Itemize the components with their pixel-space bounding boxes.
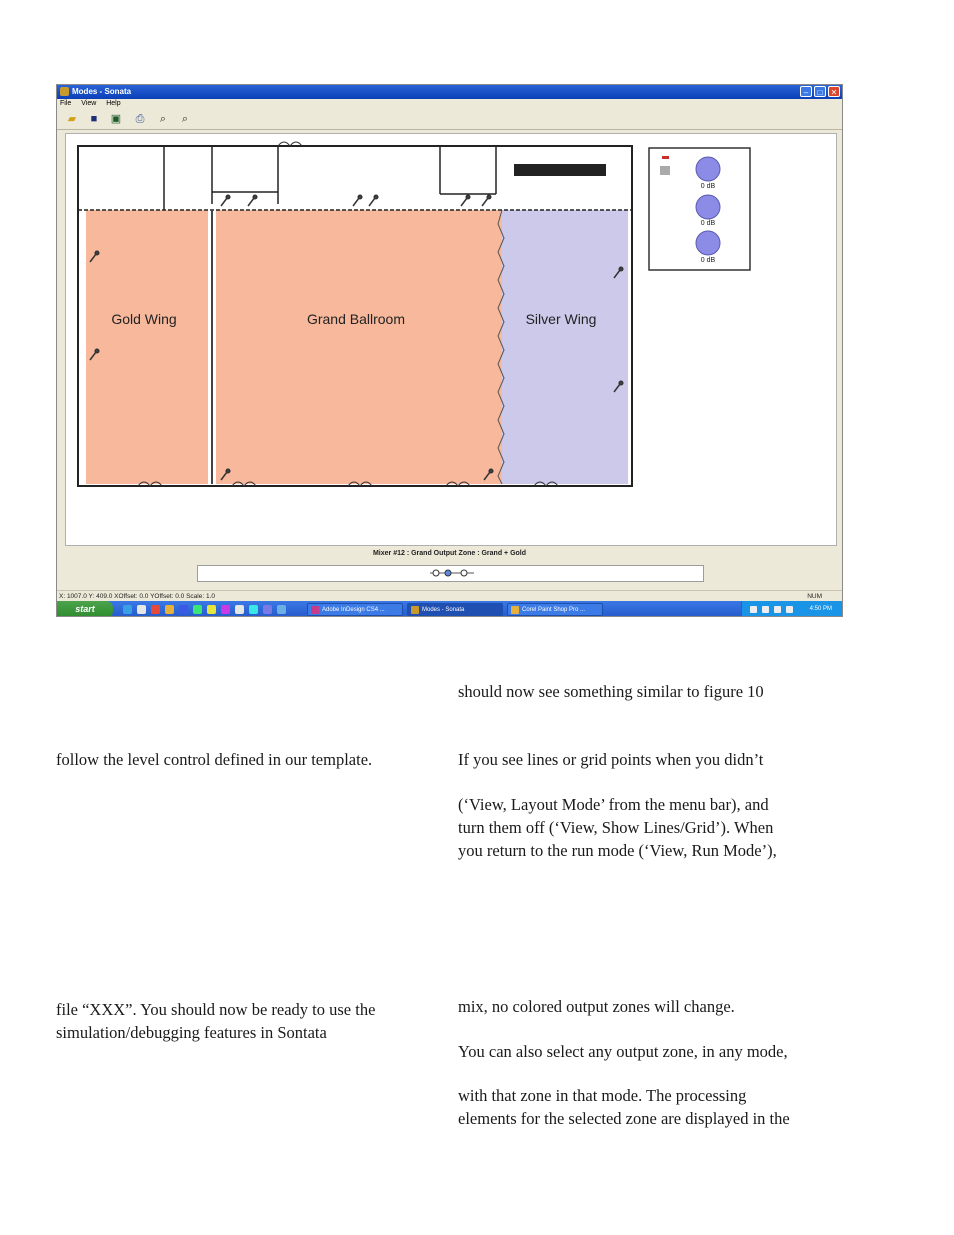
text-line: should now see something similar to figure 10 <box>458 682 764 701</box>
clock: 4:50 PM <box>809 606 832 612</box>
text-line: follow the level control defined in our template. <box>56 750 373 769</box>
status-coordinates: X: 1007.0 Y: 409.0 XOffset: 0.0 YOffset: 0.0 Scale: 1.0 <box>59 593 215 600</box>
quicklaunch-icon[interactable] <box>221 605 230 614</box>
text-line: file “XXX”. You should now be ready to use the <box>56 1000 376 1019</box>
app-icon <box>411 606 419 614</box>
level-knob-3[interactable] <box>696 231 720 255</box>
paintshop-icon <box>511 606 519 614</box>
text-line: with that zone in that mode. The processing <box>458 1086 747 1105</box>
tray-icon[interactable] <box>774 606 781 613</box>
app-screenshot <box>56 84 843 617</box>
menu-file[interactable]: File <box>60 100 72 107</box>
text-line: (‘View, Layout Mode’ from the menu bar), and <box>458 795 769 814</box>
floorplan-canvas[interactable] <box>65 133 837 546</box>
text-line: You can also select any output zone, in any mode, <box>458 1042 788 1061</box>
quicklaunch-icon[interactable] <box>249 605 258 614</box>
tray-icon[interactable] <box>762 606 769 613</box>
text-line: mix, no colored output zones will change. <box>458 997 735 1016</box>
mixer-caption: Mixer #12 : Grand Output Zone : Grand + Gold <box>372 550 527 557</box>
mixer-node[interactable] <box>461 570 467 576</box>
indicator-led <box>662 156 669 159</box>
quicklaunch-icon[interactable] <box>263 605 272 614</box>
tray-icon[interactable] <box>750 606 757 613</box>
quicklaunch-icon[interactable] <box>165 605 174 614</box>
knob-3-value: 0 dB <box>700 257 716 264</box>
mixer-strip[interactable] <box>197 565 704 582</box>
quicklaunch-icon[interactable] <box>123 605 132 614</box>
text-line: you return to the run mode (‘View, Run Mode’), <box>458 841 777 860</box>
quicklaunch-icon[interactable] <box>207 605 216 614</box>
toolbar <box>57 109 842 130</box>
room-label-silver: Silver Wing <box>525 311 597 327</box>
floorplan-drawing <box>66 134 836 545</box>
quicklaunch-icon[interactable] <box>277 605 286 614</box>
task-modes-sonata[interactable] <box>407 603 503 616</box>
start-button[interactable]: start <box>57 601 113 617</box>
open-folder-icon[interactable]: ▰ <box>67 113 77 125</box>
mixer-node[interactable] <box>433 570 439 576</box>
indicator-box <box>660 166 670 175</box>
close-button[interactable]: ✕ <box>828 86 840 97</box>
save-icon[interactable]: ■ <box>90 113 98 125</box>
window-title: Modes - Sonata <box>72 87 132 96</box>
level-knob-2[interactable] <box>696 195 720 219</box>
print-icon[interactable]: ⎙ <box>135 113 145 125</box>
status-num: NUM <box>807 593 822 600</box>
device-rack <box>514 164 606 176</box>
app-icon <box>60 87 69 96</box>
quicklaunch-icon[interactable] <box>193 605 202 614</box>
zoom-out-icon[interactable]: ⌕ <box>181 113 189 125</box>
menu-bar <box>57 99 842 109</box>
text-line: elements for the selected zone are displayed in the <box>458 1109 790 1128</box>
task-label: Adobe InDesign CS4 ... <box>322 607 385 613</box>
room-label-gold: Gold Wing <box>111 311 177 327</box>
zoom-in-icon[interactable]: ⌕ <box>159 113 167 125</box>
zone-gold-wing[interactable] <box>86 210 208 484</box>
quicklaunch-icon[interactable] <box>151 605 160 614</box>
menu-help[interactable]: Help <box>106 100 121 107</box>
knob-1-value: 0 dB <box>700 183 716 190</box>
mixer-node[interactable] <box>445 570 451 576</box>
window-titlebar[interactable] <box>57 85 842 99</box>
task-label: Corel Paint Shop Pro ... <box>522 607 586 613</box>
task-paintshop[interactable] <box>507 603 603 616</box>
task-label: Modes - Sonata <box>422 607 465 613</box>
text-line: turn them off (‘View, Show Lines/Grid’). When <box>458 818 774 837</box>
menu-view[interactable]: View <box>81 100 97 107</box>
quicklaunch-icon[interactable] <box>137 605 146 614</box>
save-all-icon[interactable]: ▣ <box>110 113 122 125</box>
maximize-button[interactable]: □ <box>814 86 826 97</box>
level-knob-1[interactable] <box>696 157 720 181</box>
quicklaunch-icon[interactable] <box>179 605 188 614</box>
task-indesign[interactable] <box>307 603 403 616</box>
knob-2-value: 0 dB <box>700 220 716 227</box>
mixer-nodes <box>198 566 703 581</box>
taskbar <box>57 601 842 617</box>
indesign-icon <box>311 606 319 614</box>
quicklaunch-icon[interactable] <box>235 605 244 614</box>
text-line: simulation/debugging features in Sontata <box>56 1023 327 1042</box>
zone-grand-ballroom[interactable] <box>216 210 502 484</box>
minimize-button[interactable]: – <box>800 86 812 97</box>
tray-icon[interactable] <box>786 606 793 613</box>
system-tray <box>741 601 842 617</box>
room-label-grand: Grand Ballroom <box>306 311 406 327</box>
zone-silver-wing[interactable] <box>502 210 628 484</box>
text-line: If you see lines or grid points when you didn’t <box>458 750 764 769</box>
